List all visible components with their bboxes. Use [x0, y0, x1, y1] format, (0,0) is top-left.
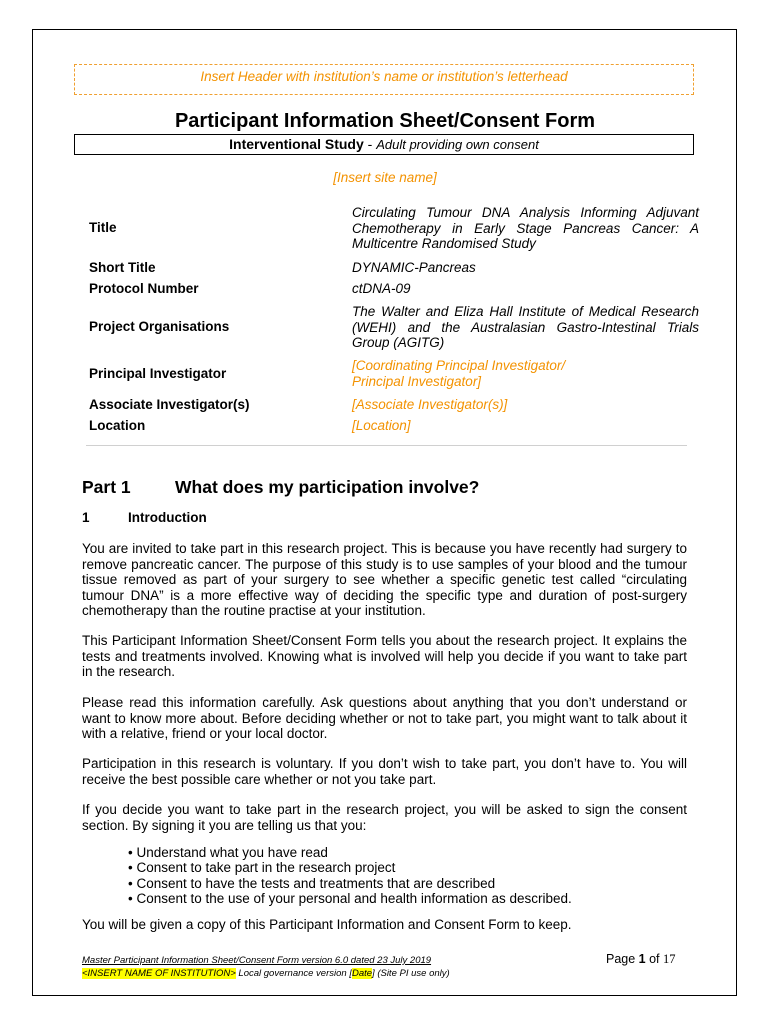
header-placeholder: Insert Header with institution’s name or institution’s letterhead [74, 64, 694, 95]
details-divider [86, 445, 687, 446]
list-item: • Consent to have the tests and treatments that are described [128, 875, 496, 891]
paragraph-about-form: This Participant Information Sheet/Consent Form tells you about the research project. It explains the tests and treatments involved. Knowing what is involved will help you decide if you want to take part in the research. [82, 633, 687, 679]
site-name-placeholder: [Insert site name] [333, 170, 437, 185]
location-label: Location [89, 418, 146, 433]
protocol-label: Protocol Number [89, 281, 199, 296]
section-number: 1 [82, 510, 90, 525]
list-item: • Consent to the use of your personal and health information as described. [128, 891, 572, 907]
part-title: What does my participation involve? [175, 477, 480, 497]
document-title: Participant Information Sheet/Consent Form [174, 110, 596, 132]
paragraph-copy: You will be given a copy of this Participant Information and Consent Form to keep. [82, 917, 572, 932]
paragraph-sign-consent: If you decide you want to take part in the research project, you will be asked to sign the consent section. By signing it you are telling us that you: [82, 802, 687, 833]
page-prefix: Page [606, 952, 639, 966]
page-current: 1 [638, 952, 646, 966]
principal-investigator-line2: Principal Investigator] [352, 373, 482, 389]
footer [82, 954, 450, 980]
title-value: Circulating Tumour DNA Analysis Informing Adjuvant Chemotherapy in Early Stage Pancreas Cancer: A Multicentre Randomised Study [352, 205, 699, 251]
study-type: Interventional Study [229, 136, 364, 152]
paragraph-purpose: You are invited to take part in this research project. This is because you have recently had surgery to remove pancreatic cancer. The purpose of this study is to use samples of your blood and the tumour tissue removed as part of your surgery to see whether a specific genetic test called “circulating tumour DNA” is a more effective way of deciding the specific type and duration of post-surgery chemotherapy than the routine practise at your institution. [82, 541, 687, 618]
consent-type: Adult providing own consent [376, 137, 539, 152]
organisations-value: The Walter and Eliza Hall Institute of Medical Research (WEHI) and the Australasian Gastro-Intestinal Trials Group (AGITG) [352, 304, 699, 350]
principal-investigator-label: Principal Investigator [89, 366, 227, 381]
page-of: of [645, 952, 663, 966]
location-value: [Location] [352, 418, 411, 433]
protocol-value: ctDNA-09 [352, 281, 411, 296]
study-type-separator: - [363, 136, 377, 152]
page-total: 17 [663, 952, 676, 966]
consent-list [128, 845, 572, 907]
footer-governance [82, 967, 450, 980]
part-number: Part 1 [82, 477, 131, 497]
page-number [606, 952, 676, 967]
principal-investigator-line1: [Coordinating Principal Investigator/ [352, 358, 566, 373]
footer-tail: ] (Site PI use only) [372, 968, 450, 979]
principal-investigator-value [352, 358, 699, 389]
organisations-label: Project Organisations [89, 319, 230, 334]
paragraph-read-carefully: Please read this information carefully. Ask questions about anything that you don’t understand or want to know more about. Before deciding whether or not to take part, you might want to talk about it with a relative, friend or your local doctor. [82, 695, 687, 741]
associate-investigator-label: Associate Investigator(s) [89, 397, 250, 412]
list-item: • Consent to take part in the research project [128, 860, 396, 876]
title-label: Title [89, 220, 117, 235]
associate-investigator-value: [Associate Investigator(s)] [352, 397, 508, 412]
section-title: Introduction [128, 510, 207, 525]
footer-version: Master Participant Information Sheet/Consent Form version 6.0 dated 23 July 2019 [82, 955, 432, 966]
study-type-box [74, 134, 694, 155]
footer-institution: <INSERT NAME OF INSTITUTION> [82, 968, 236, 979]
short-title-value: DYNAMIC-Pancreas [352, 260, 476, 275]
footer-date: Date [351, 968, 373, 979]
footer-governance-text: Local governance version [ [235, 968, 352, 979]
paragraph-voluntary: Participation in this research is voluntary. If you don’t wish to take part, you don’t have to. You will receive the best possible care whether or not you take part. [82, 756, 687, 787]
short-title-label: Short Title [89, 260, 156, 275]
list-item: • Understand what you have read [128, 845, 328, 860]
